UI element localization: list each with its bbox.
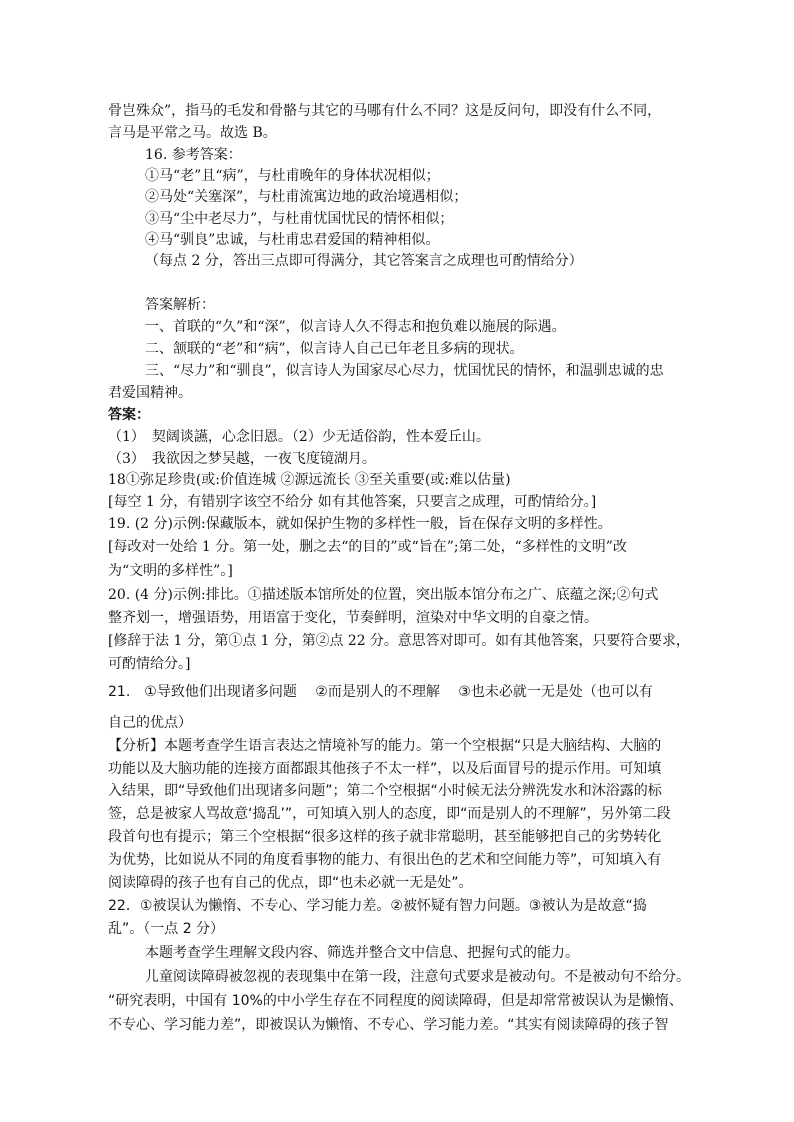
question-18-answer: 18①弥足珍贵(或:价值连城 ②源远流长 ③至关重要(或:难以估量)	[108, 472, 511, 488]
question-20-answer: 20. (4 分)示例:排比。①描述版本馆所处的位置，突出版本馆分布之广、底蕴之深;②句式	[108, 587, 659, 603]
text-line: 不专心、学习能力差”，即被误认为懒惰、不专心、学习能力差。“其实有阅读障碍的孩子智	[108, 1017, 669, 1033]
text-line: 本题考查学生理解文段内容、筛选并整合文中信息、把握句式的能力。	[145, 945, 579, 961]
text-line: 为“文明的多样性”。]	[108, 563, 233, 579]
text-line: 可酌情给分。]	[108, 656, 191, 672]
text-line: （3） 我欲因之梦吴越，一夜飞度镜湖月。	[108, 451, 376, 467]
text-line: 签，总是被家人骂故意‘捣乱’”，可知填入别人的态度，即“而是别人的不理解”，另外第二段	[108, 806, 671, 822]
question-21-answer: 21. ①导致他们出现诸多问题 ②而是别人的不理解 ③也未必就一无是处（也可以有	[108, 684, 653, 700]
text-line: [修辞于法 1 分，第①点 1 分，第②点 22 分。意思答对即可。如有其他答案，只要符合要求，	[108, 633, 690, 649]
text-line: 一、首联的“久”和“深”，似言诗人久不得志和抱负难以施展的际遇。	[145, 319, 566, 335]
text-line: 言马是平常之马。故选 B。	[108, 125, 277, 141]
answer-header: 答案：	[108, 407, 150, 423]
text-line: 功能以及大脑功能的连接方面都跟其他孩子不太一样”，以及后面冒号的提示作用。可知填	[108, 761, 662, 777]
analysis-header: 答案解析：	[145, 297, 215, 313]
question-22-answer: 22．①被误认为懒惰、不专心、学习能力差。②被怀疑有智力问题。③被认为是故意“捣	[108, 898, 647, 914]
text-line: 自己的优点）	[108, 715, 192, 731]
text-line: 三、“尽力”和“驯良”，似言诗人为国家尽心尽力，忧国忧民的情怀，和温驯忠诚的忠	[145, 363, 664, 379]
analysis-paragraph: 【分析】本题考查学生语言表达之情境补写的能力。第一个空根据“只是大脑结构、大脑的	[108, 738, 662, 754]
text-line: 为优势，比如说从不同的角度看事物的能力、有很出色的艺术和空间能力等”，可知填入有	[108, 852, 662, 868]
text-line: ②马处“关塞深”，与杜甫流寓边地的政治境遇相似；	[145, 189, 468, 205]
text-line: ①马“老”且“病”，与杜甫晚年的身体状况相似；	[145, 168, 440, 184]
text-line: [每改对一处给 1 分。第一处，删之去“的目的”或“旨在”;第二处，“多样性的文明”改	[108, 539, 627, 555]
question-16-header: 16. 参考答案：	[145, 147, 242, 163]
text-line: 儿童阅读障碍被忽视的表现集中在第一段，注意句式要求是被动句。不是被动句不给分。	[145, 969, 690, 985]
text-line: ③马“尘中老尽力”，与杜甫忧国忧民的情怀相似；	[145, 211, 454, 227]
text-line: [每空 1 分，有错别字该空不给分 如有其他答案，只要言之成理，可酌情给分。]	[108, 494, 597, 510]
text-line: （1） 契阔谈讌，心念旧恩。（2）少无适俗韵，性本爱丘山。	[108, 429, 490, 445]
text-line: 骨岂殊众”，指马的毛发和骨骼与其它的马哪有什么不同？这是反问句，即没有什么不同，	[108, 103, 662, 119]
text-line: 乱”。（一点 2 分）	[108, 921, 225, 937]
text-line: 二、颔联的“老”和“病”，似言诗人自己已年老且多病的现状。	[145, 341, 524, 357]
text-line: 君爱国精神。	[108, 385, 192, 401]
text-line: ④马“驯良”忠诚，与杜甫忠君爱国的精神相似。	[145, 232, 440, 248]
text-line: 阅读障碍的孩子也有自己的优点，即“也未必就一无是处”。	[108, 875, 473, 891]
text-line: 段首句也有提示；第三个空根据“很多这样的孩子就非常聪明，甚至能够把自己的劣势转化	[108, 829, 662, 845]
text-line: 入结果，即“导致他们出现诸多问题”；第二个空根据“小时候无法分辨洗发水和沐浴露的标	[108, 783, 662, 799]
question-19-answer: 19. (2 分)示例:保藏版本，就如保护生物的多样性一般，旨在保存文明的多样性。	[108, 516, 612, 532]
text-line: “研究表明，中国有 10%的中小学生存在不同程度的阅读障碍，但是却常常被误认为是懒惰、	[108, 993, 683, 1009]
text-line: 整齐划一，增强语势，用语富于变化，节奏鲜明，渲染对中华文明的自豪之情。	[108, 610, 598, 626]
scoring-note: （每点 2 分，答出三点即可得满分，其它答案言之成理也可酌情给分）	[145, 253, 583, 269]
